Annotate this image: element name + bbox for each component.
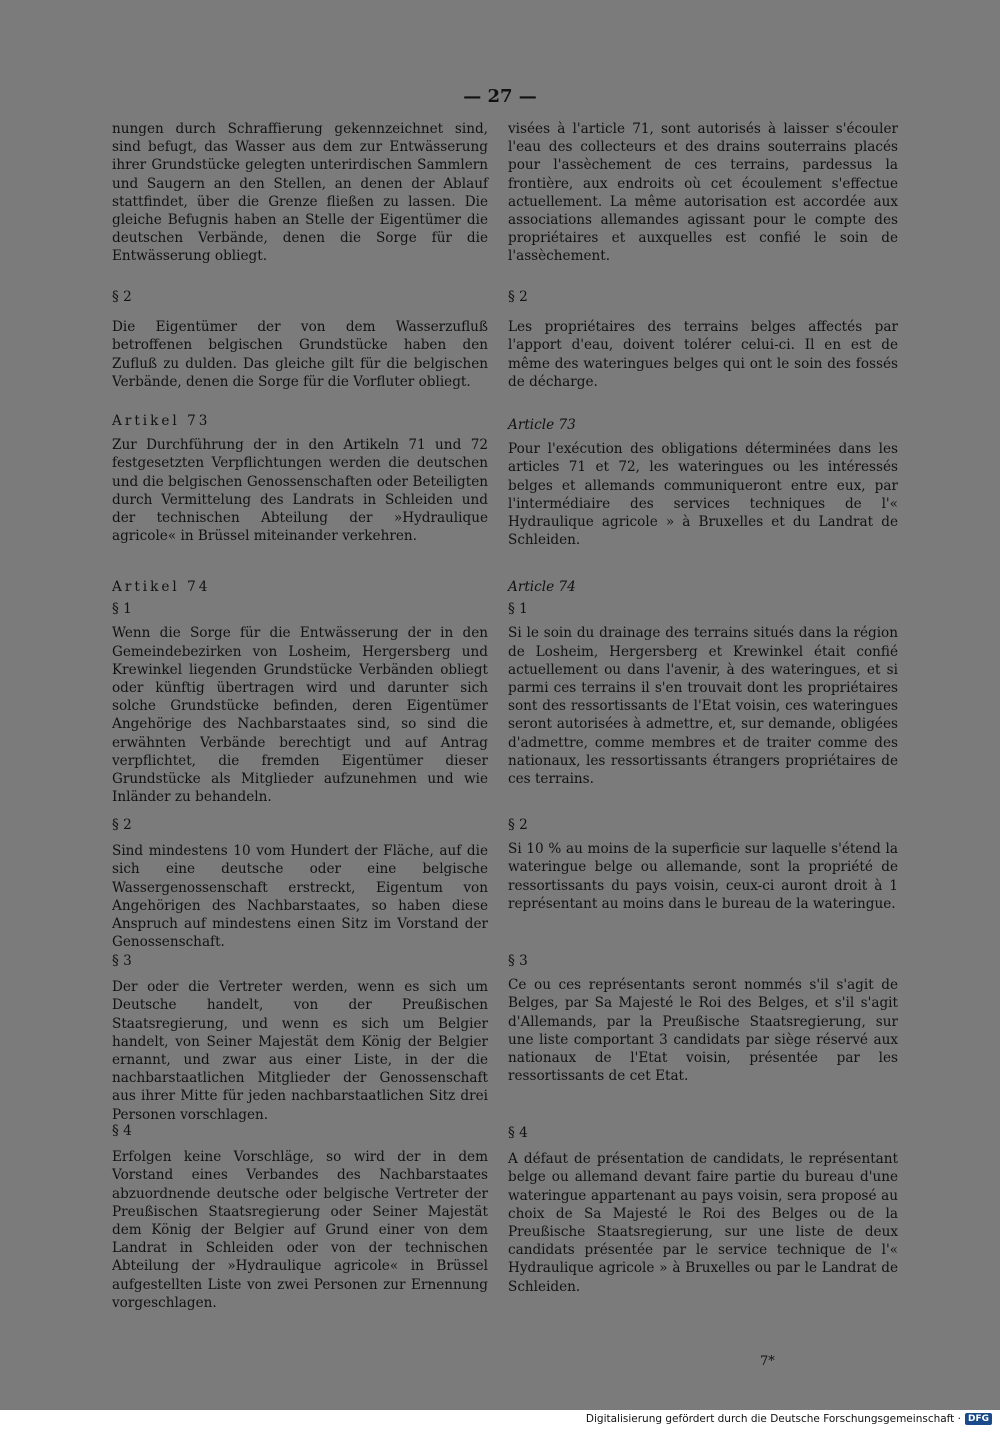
german-article-74-section-1-heading: § 1 [112, 601, 132, 618]
german-article-73-text: Zur Durchführung der in den Artikeln 71 und 72 festgesetzten Verpflichtungen werden die deutschen und die belgischen Genossenschaften oder Beteiligten durch Vermittelung des Landrats in Schleiden und der technischen Abteilung der »Hydraulique agricole« in Brüssel miteinander verkehren. [112, 437, 488, 545]
german-article-73-heading: Artikel 73 [112, 413, 211, 429]
german-article-74-section-2-text: Sind mindestens 10 vom Hundert der Fläche, auf die sich eine deutsche oder eine belgische Wassergenossenschaft erstreckt, Eigentum von Angehörigen des Nachbarstaates, so haben diese Anspruch auf mindestens einen Sitz im Vorstand der Genossenschaft. [112, 843, 488, 951]
french-continuation-paragraph: visées à l'article 71, sont autorisés à laisser s'écouler l'eau des collecteurs et des drains souterrains placés pour l'assèchement de ces terrains, pardessus la frontière, aux endroits où cet écoulement s'effectue actuellement. La même autorisation est accordée aux associations allemandes agissant pour le compte des propriétaires et auxquelles est confié le soin de l'assèchement. [508, 121, 898, 265]
german-section-2-heading: § 2 [112, 289, 132, 305]
french-article-74-block [508, 578, 898, 788]
french-article-74-section-1-heading: § 1 [508, 601, 528, 618]
french-article-73-block [508, 416, 898, 549]
footer-text: Digitalisierung gefördert durch die Deutsche Forschungsgemeinschaft · [585, 1413, 961, 1425]
german-article-73-block [112, 412, 488, 545]
german-article-74-section-3-heading: § 3 [112, 953, 132, 969]
french-article-73-text: Pour l'exécution des obligations déterminées dans les articles 71 et 72, les wateringues ou les intéressés belges et allemands communiqueront entre eux, par l'intermédiaire des services techniques de l'« Hydraulique agricole » à Bruxelles et du Landrat de Schleiden. [508, 441, 898, 549]
german-section-2-block [112, 288, 488, 391]
french-article-74-section-3-block [508, 952, 898, 1085]
signature-mark: 7* [760, 1354, 775, 1369]
french-article-74-section-3-text: Ce ou ces représentants seront nommés s'il s'agit de Belges, par Sa Majesté le Roi des Belges, et s'il s'agit d'Allemands, par la Preußische Staatsregierung, sur une liste comportant 3 candidats par siège réservé aux nationaux de l'Etat voisin, présentée par les ressortissants de cet Etat. [508, 977, 898, 1085]
french-article-74-section-2-heading: § 2 [508, 817, 528, 833]
german-article-74-heading: Artikel 74 [112, 579, 211, 595]
french-continuation-block [508, 120, 898, 266]
german-article-74-section-3-block [112, 952, 488, 1124]
page-number: — 27 — [463, 86, 537, 107]
french-article-74-section-1-text: Si le soin du drainage des terrains situés dans la région de Losheim, Hergersberg et Krewinkel était confié actuellement ou dans l'avenir, à des wateringues, et si parmi ces terrains il s'en trouvait dont les propriétaires sont des ressortissants de l'Etat voisin, ces wateringues seront autorisées à admettre, et, sur demande, obligées d'admettre, comme membres et de traiter comme des nationaux, les ressortissants étrangers propriétaires de ces terrains. [508, 625, 898, 788]
french-article-74-section-3-heading: § 3 [508, 953, 528, 969]
german-article-74-section-1-text: Wenn die Sorge für die Entwässerung der in den Gemeindebezirken von Losheim, Hergersberg und Krewinkel liegenden Grundstücke Verbänden obliegt oder künftig übertragen wird und darunter sich solche Grundstücke befinden, deren Eigentümer Angehörige des Nachbarstaates sind, so sind die erwähnten Verbände berechtigt und auf Antrag verpflichtet, die fremden Eigentümer dieser Grundstücke als Mitglieder aufzunehmen und wie Inländer zu behandeln. [112, 625, 488, 806]
dfg-logo: DFG [965, 1413, 992, 1425]
german-article-74-section-4-text: Erfolgen keine Vorschläge, so wird der in dem Vorstand eines Verbandes des Nachbarstaates abzuordnende deutsche oder belgische Vertreter der Preußischen Staatsregierung oder Seiner Majestät dem König der Belgier auf Grund einer von dem Landrat in Schleiden oder von der technischen Abteilung der »Hydraulique agricole« in Brüssel aufgestellten Liste von zwei Personen zur Ernennung vorgeschlagen. [112, 1149, 488, 1311]
french-section-2-block [508, 288, 898, 391]
french-article-73-heading: Article 73 [508, 417, 576, 433]
german-continuation-paragraph: nungen durch Schraffierung gekennzeichnet sind, sind befugt, das Wasser aus dem zur Entwässerung ihrer Grundstücke gelegten unterirdischen Sammlern und Saugern an den Stellen, an denen der Ablauf stattfindet, über die Grenze fließen zu lassen. Die gleiche Befugnis haben an Stelle der Eigentümer die deutschen Verbände, denen die Sorge für die Entwässerung obliegt. [112, 121, 488, 265]
german-article-74-section-3-text: Der oder die Vertreter werden, wenn es sich um Deutsche handelt, von der Preußischen Staatsregierung, und wenn es sich um Belgier handelt, von Seiner Majestät dem König der Belgier ernannt, und zwar aus einer Liste, in der die nachbarstaatlichen Mitglieder der Genossenschaft aus ihrer Mitte für jeden nachbarstaatlichen Sitz drei Personen vorschlagen. [112, 979, 488, 1123]
german-section-2-text: Die Eigentümer der von dem Wasserzufluß betroffenen belgischen Grundstücke haben den Zufluß zu dulden. Das gleiche gilt für die belgischen Verbände, denen die Sorge für die Vorfluter obliegt. [112, 319, 488, 390]
french-article-74-section-4-heading: § 4 [508, 1125, 528, 1141]
german-article-74-section-2-heading: § 2 [112, 817, 132, 833]
german-article-74-block [112, 578, 488, 806]
german-article-74-section-4-block [112, 1122, 488, 1312]
german-article-74-section-2-block [112, 816, 488, 951]
french-article-74-section-2-text: Si 10 % au moins de la superficie sur laquelle s'étend la wateringue belge ou allemande, sont la propriété de ressortissants du pays voisin, ceux-ci auront droit à 1 représentant au moins dans le bureau de la wateringue. [508, 841, 898, 912]
german-article-74-section-4-heading: § 4 [112, 1123, 132, 1139]
digitization-footer [586, 1413, 992, 1425]
french-article-74-section-4-block [508, 1124, 898, 1296]
french-section-2-heading: § 2 [508, 289, 528, 305]
french-article-74-section-2-block [508, 816, 898, 913]
german-continuation-block [112, 120, 488, 266]
french-section-2-text: Les propriétaires des terrains belges affectés par l'apport d'eau, doivent tolérer celui-ci. Il en est de même des wateringues belges qui ont le soin des fossés de décharge. [508, 319, 898, 390]
french-article-74-section-4-text: A défaut de présentation de candidats, le représentant belge ou allemand devant faire partie du bureau d'une wateringue appartenant au pays voisin, sera proposé au choix de Sa Majesté le Roi des Belges ou de la Preußische Staatsregierung, sur une liste de deux candidats présentée par le service technique de l'« Hydraulique agricole » à Bruxelles ou par le Landrat de Schleiden. [508, 1151, 898, 1295]
french-article-74-heading: Article 74 [508, 579, 576, 595]
